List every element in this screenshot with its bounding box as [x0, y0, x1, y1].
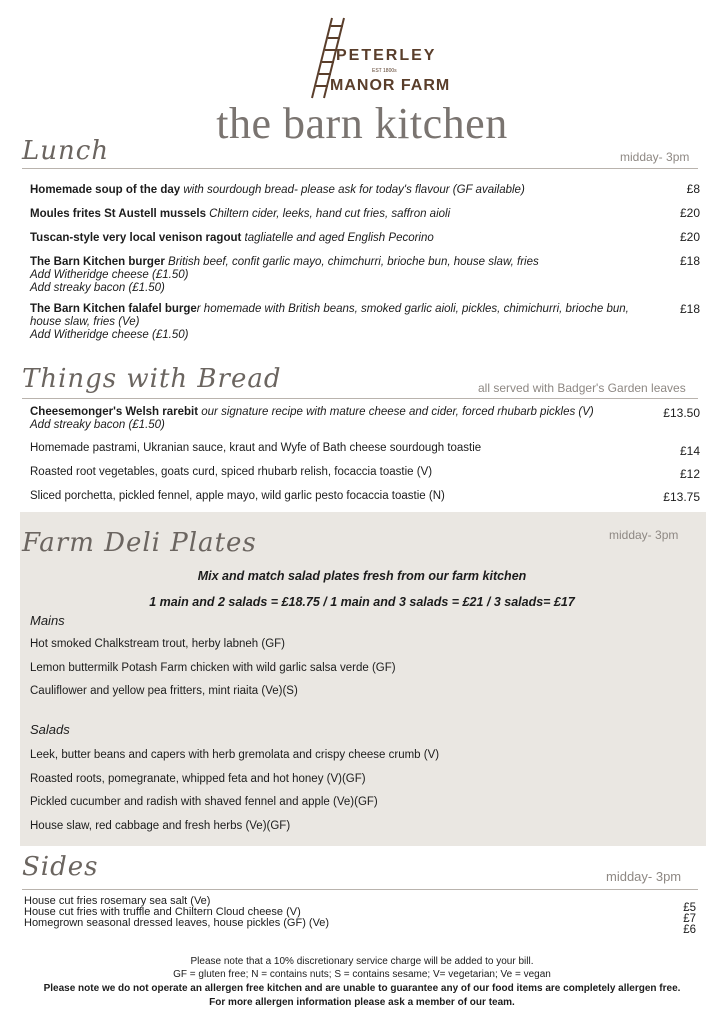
item-price: £20 [679, 206, 700, 220]
item-price: £8 [686, 182, 700, 196]
side-item: House cut fries with truffle and Chiltern Cloud cheese (V) [24, 906, 301, 918]
dietary-key: GF = gluten free; N = contains nuts; S = contains sesame; V= vegetarian; Ve = vegan [173, 969, 551, 980]
menu-item: Sliced porchetta, pickled fennel, apple mayo, wild garlic pesto focaccia toastie (N) [30, 490, 445, 502]
item-price: £20 [679, 230, 700, 244]
logo-est: EST 1800s [372, 68, 397, 74]
sides-heading: Sides [22, 852, 99, 882]
deli-salad-item: Pickled cucumber and radish with shaved fennel and apple (Ve)(GF) [30, 796, 378, 808]
item-price: £14 [679, 444, 700, 458]
deli-salad-item: Leek, butter beans and capers with herb gremolata and crispy cheese crumb (V) [30, 749, 440, 761]
side-price: £6 [683, 924, 696, 936]
deli-main-item: Cauliflower and yellow pea fritters, mint riaita (Ve)(S) [30, 685, 298, 697]
item-price: £13.75 [663, 490, 700, 504]
menu-item: Moules frites St Austell mussels Chiltern cider, leeks, hand cut fries, saffron aioli [30, 208, 451, 220]
logo-line2: MANOR FARM [330, 77, 451, 94]
bread-divider [22, 398, 698, 399]
allergen-info: For more allergen information please ask a member of our team. [209, 997, 515, 1008]
item-price: £13.50 [663, 406, 700, 420]
menu-item: Homemade soup of the day with sourdough bread- please ask for today's flavour (GF available) [30, 184, 525, 196]
mains-label: Mains [30, 613, 65, 628]
menu-item: Homemade pastrami, Ukranian sauce, kraut and Wyfe of Bath cheese sourdough toastie [30, 442, 482, 454]
bread-note: all served with Badger's Garden leaves [478, 381, 686, 395]
side-price: £7 [683, 913, 696, 925]
deli-hours: midday- 3pm [609, 528, 679, 542]
sides-divider [22, 889, 698, 890]
item-price: £18 [679, 302, 700, 316]
farm-logo [0, 10, 724, 100]
deli-headline: Mix and match salad plates fresh from our farm kitchen [197, 569, 527, 583]
deli-main-item: Hot smoked Chalkstream trout, herby labneh (GF) [30, 638, 286, 650]
menu-item: Tuscan-style very local venison ragout tagliatelle and aged English Pecorino [30, 232, 434, 244]
item-price: £18 [679, 254, 700, 268]
bread-heading: Things with Bread [22, 364, 282, 394]
item-price: £12 [679, 467, 700, 481]
page-title: the barn kitchen [216, 99, 508, 148]
lunch-hours: midday- 3pm [620, 150, 690, 164]
deli-pricing: 1 main and 2 salads = £18.75 / 1 main and 3 salads = £21 / 3 salads= £17 [149, 595, 575, 609]
menu-item: The Barn Kitchen falafel burger homemade with British beans, smoked garlic aioli, pickles, chimichurri, brioche bun, house slaw, fries (Ve) Add Witheridge cheese (£1.50) [30, 303, 629, 341]
menu-item: The Barn Kitchen burger British beef, confit garlic mayo, chimchurri, brioche bun, house slaw, fries Add Witheridge cheese (£1.50) Add streaky bacon (£1.50) [30, 256, 539, 294]
sides-hours: midday- 3pm [606, 869, 682, 884]
side-item: House cut fries rosemary sea salt (Ve) [24, 895, 211, 907]
side-item: Homegrown seasonal dressed leaves, house pickles (GF) (Ve) [24, 917, 330, 929]
service-charge-note: Please note that a 10% discretionary service charge will be added to your bill. [190, 956, 534, 967]
menu-item: Cheesemonger's Welsh rarebit our signature recipe with mature cheese and cider, forced rhubarb pickles (V) Add streaky bacon (£1.50) [30, 406, 594, 431]
lunch-divider [22, 168, 698, 169]
deli-main-item: Lemon buttermilk Potash Farm chicken with wild garlic salsa verde (GF) [30, 662, 396, 674]
side-price: £5 [683, 902, 696, 914]
salads-label: Salads [30, 722, 70, 737]
ladder-logo-icon [0, 10, 724, 100]
deli-salad-item: House slaw, red cabbage and fresh herbs (Ve)(GF) [30, 820, 291, 832]
logo-line1: PETERLEY [336, 47, 437, 64]
allergen-warning: Please note we do not operate an allergen free kitchen and are unable to guarantee any of our food items are completely allergen free. [43, 983, 681, 994]
lunch-heading: Lunch [22, 136, 110, 166]
deli-heading: Farm Deli Plates [22, 528, 257, 558]
deli-salad-item: Roasted roots, pomegranate, whipped feta and hot honey (V)(GF) [30, 773, 366, 785]
menu-item: Roasted root vegetables, goats curd, spiced rhubarb relish, focaccia toastie (V) [30, 466, 433, 478]
